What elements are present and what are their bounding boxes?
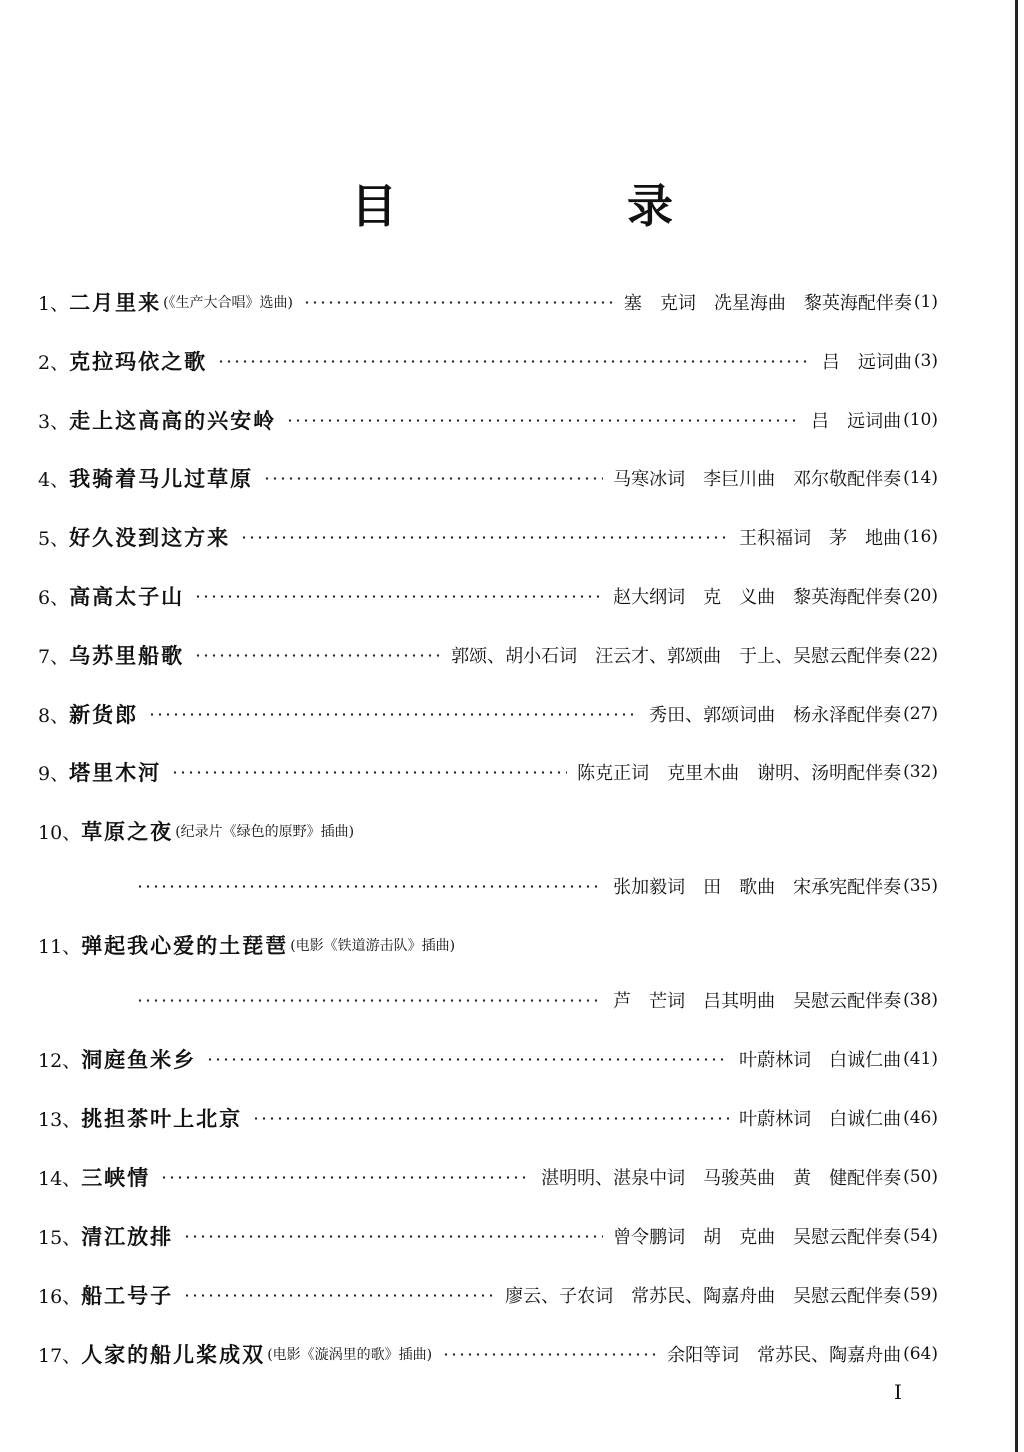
- entry-title: 好久没到这方来: [69, 525, 231, 550]
- toc-entry-10-credit-line[interactable]: [136, 869, 938, 903]
- toc-entry-7[interactable]: [38, 638, 938, 672]
- entry-page: (27): [903, 704, 938, 724]
- entry-title: 洞庭鱼米乡: [81, 1047, 197, 1072]
- dot-leader: [183, 1294, 495, 1297]
- toc-entry-10-title-line[interactable]: [38, 814, 938, 848]
- entry-credits: 叶蔚林词 白诚仁曲: [739, 1050, 902, 1071]
- entry-page: (20): [903, 586, 938, 606]
- entry-number: 11、: [38, 935, 82, 958]
- entry-page: (16): [903, 527, 938, 547]
- entry-credits: 廖云、子农词 常苏民、陶嘉舟曲 吴慰云配伴奏: [505, 1286, 902, 1307]
- toc-entry-4[interactable]: [38, 461, 938, 495]
- entry-title: 弹起我心爱的土琵琶: [81, 933, 289, 958]
- dot-leader: [252, 1117, 729, 1120]
- toc-entry-5[interactable]: [38, 520, 938, 554]
- entry-number: 12、: [38, 1049, 82, 1072]
- entry-title: 走上这高高的兴安岭: [69, 408, 277, 433]
- entry-number: 5、: [38, 527, 70, 550]
- entry-page: (14): [903, 468, 938, 488]
- toc-entry-2[interactable]: [38, 344, 938, 378]
- entry-credits: 陈克正词 克里木曲 谢明、汤明配伴奏: [577, 763, 902, 784]
- dot-leader: [136, 885, 603, 888]
- entry-number: 8、: [38, 704, 70, 727]
- entry-note: (《生产大合唱》选曲): [163, 295, 294, 311]
- entry-page: (50): [903, 1167, 938, 1187]
- entry-credits: 曾令鹏词 胡 克曲 吴慰云配伴奏: [613, 1227, 902, 1248]
- entry-credits: 塞 克词 冼星海曲 黎英海配伴奏: [623, 293, 912, 314]
- entry-title: 高高太子山: [69, 584, 185, 609]
- entry-number: 1、: [38, 292, 70, 315]
- toc-entry-8[interactable]: [38, 697, 938, 731]
- toc-entry-13[interactable]: [38, 1101, 938, 1135]
- dot-leader: [171, 771, 567, 774]
- entry-number: 10、: [38, 821, 82, 844]
- dot-leader: [286, 419, 801, 422]
- dot-leader: [160, 1176, 531, 1179]
- entry-credits: 湛明明、湛泉中词 马骏英曲 黄 健配伴奏: [541, 1168, 902, 1189]
- entry-credits: 吕 远词曲: [821, 352, 912, 373]
- entry-number: 15、: [38, 1226, 82, 1249]
- entry-number: 7、: [38, 645, 70, 668]
- entry-number: 4、: [38, 468, 70, 491]
- entry-credits: 叶蔚林词 白诚仁曲: [739, 1109, 902, 1130]
- entry-number: 17、: [38, 1344, 82, 1367]
- entry-title: 船工号子: [81, 1283, 174, 1308]
- page-folio: I: [894, 1380, 902, 1404]
- entry-title: 草原之夜: [81, 819, 174, 844]
- entry-title: 三峡情: [81, 1165, 151, 1190]
- entry-number: 9、: [38, 762, 70, 785]
- toc-entry-1[interactable]: [38, 285, 938, 319]
- entry-credits: 吕 远词曲: [811, 411, 902, 432]
- entry-number: 16、: [38, 1285, 82, 1308]
- dot-leader: [194, 654, 441, 657]
- entry-credits: 马寒冰词 李巨川曲 邓尔敬配伴奏: [613, 469, 902, 490]
- entry-page: (64): [903, 1344, 938, 1364]
- entry-page: (1): [913, 292, 938, 312]
- entry-credits: 赵大纲词 克 义曲 黎英海配伴奏: [613, 587, 902, 608]
- entry-title: 人家的船儿桨成双: [81, 1342, 266, 1367]
- entry-number: 13、: [38, 1108, 82, 1131]
- entry-number: 14、: [38, 1167, 82, 1190]
- dot-leader: [183, 1235, 603, 1238]
- toc-entry-6[interactable]: [38, 579, 938, 613]
- entry-note: (电影《铁道游击队》插曲): [290, 938, 456, 954]
- entry-page: (3): [913, 351, 938, 371]
- entry-title: 我骑着马儿过草原: [69, 466, 254, 491]
- dot-leader: [148, 713, 639, 716]
- entry-page: (35): [903, 876, 938, 896]
- toc-entry-15[interactable]: [38, 1219, 938, 1253]
- entry-title: 清江放排: [81, 1224, 174, 1249]
- entry-title: 二月里来: [69, 290, 162, 315]
- entry-number: 6、: [38, 586, 70, 609]
- dot-leader: [240, 536, 729, 539]
- entry-title: 克拉玛依之歌: [69, 349, 208, 374]
- page-title: 目 录: [351, 179, 765, 233]
- entry-page: (32): [903, 762, 938, 782]
- dot-leader: [206, 1058, 729, 1061]
- dot-leader: [194, 595, 603, 598]
- entry-page: (54): [903, 1226, 938, 1246]
- entry-title: 乌苏里船歌: [69, 643, 185, 668]
- entry-note: (电影《漩涡里的歌》插曲): [267, 1347, 433, 1363]
- dot-leader: [303, 301, 614, 304]
- entry-credits: 郭颂、胡小石词 汪云才、郭颂曲 于上、吴慰云配伴奏: [451, 646, 902, 667]
- entry-number: 2、: [38, 351, 70, 374]
- toc-entry-17[interactable]: [38, 1337, 938, 1371]
- dot-leader: [136, 999, 603, 1002]
- toc-entry-11-title-line[interactable]: [38, 928, 938, 962]
- entry-credits: 芦 芒词 吕其明曲 吴慰云配伴奏: [613, 991, 902, 1012]
- toc-entry-11-credit-line[interactable]: [136, 983, 938, 1017]
- entry-page: (10): [903, 410, 938, 430]
- toc-entry-9[interactable]: [38, 755, 938, 789]
- entry-title: 新货郎: [69, 702, 139, 727]
- entry-page: (46): [903, 1108, 938, 1128]
- dot-leader: [263, 477, 603, 480]
- entry-credits: 秀田、郭颂词曲 杨永泽配伴奏: [649, 705, 902, 726]
- toc-entry-3[interactable]: [38, 403, 938, 437]
- entry-page: (38): [903, 990, 938, 1010]
- entry-page: (41): [903, 1049, 938, 1069]
- entry-credits: 余阳等词 常苏民、陶嘉舟曲: [667, 1345, 902, 1366]
- toc-entry-12[interactable]: [38, 1042, 938, 1076]
- entry-title: 塔里木河: [69, 760, 162, 785]
- entry-title: 挑担茶叶上北京: [81, 1106, 243, 1131]
- dot-leader: [217, 360, 812, 363]
- entry-credits: 王积福词 茅 地曲: [739, 528, 902, 549]
- entry-page: (22): [903, 645, 938, 665]
- toc-entry-14[interactable]: [38, 1160, 938, 1194]
- dot-leader: [442, 1353, 657, 1356]
- entry-number: 3、: [38, 410, 70, 433]
- entry-note: (纪录片《绿色的原野》插曲): [175, 824, 355, 840]
- entry-page: (59): [903, 1285, 938, 1305]
- entry-credits: 张加毅词 田 歌曲 宋承宪配伴奏: [613, 877, 902, 898]
- toc-entry-16[interactable]: [38, 1278, 938, 1312]
